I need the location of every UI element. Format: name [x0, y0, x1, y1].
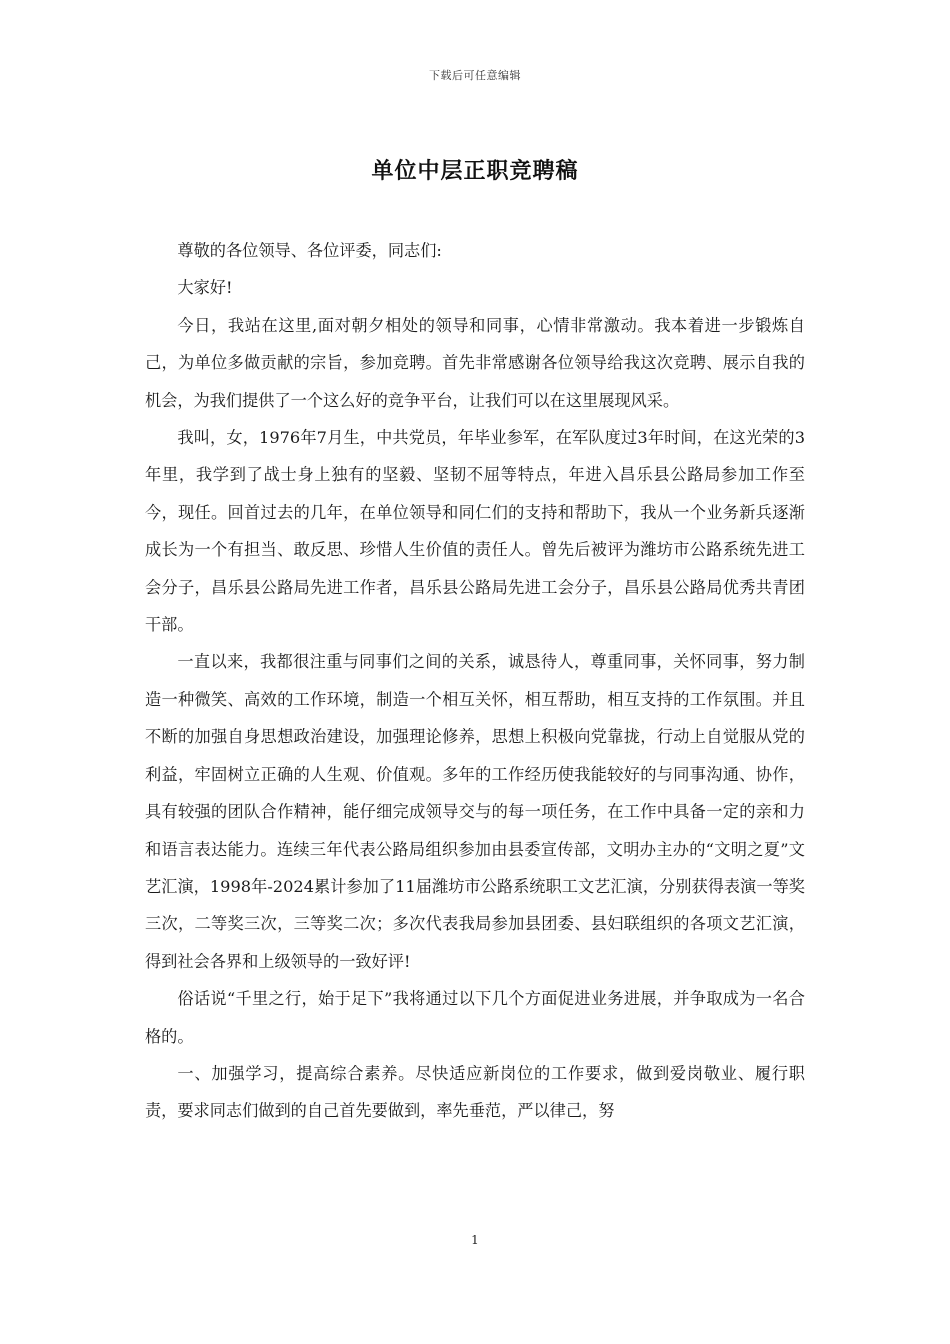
paragraph-background: 我叫，女，1976年7月生，中共党员，年毕业参军，在军队度过3年时间，在这光荣的3年里，我学到了战士身上独有的坚毅、坚韧不屈等特点，年进入昌乐县公路局参加工作至今，现任。回首过去的几年，在单位领导和同仁们的支持和帮助下，我从一个业务新兵逐渐成长为一个有担当、敢反思、珍惜人生价值的责任人。曾先后被评为潍坊市公路系统先进工会分子，昌乐县公路局先进工作者，昌乐县公路局先进工会分子，昌乐县公路局优秀共青团干部。: [145, 428, 805, 635]
document-body: [145, 232, 805, 1130]
paragraph-teamwork: 一直以来，我都很注重与同事们之间的关系，诚恳待人，尊重同事，关怀同事，努力制造一种微笑、高效的工作环境，制造一个相互关怀，相互帮助，相互支持的工作氛围。并且不断的加强自身思想政治建设，加强理论修养，思想上积极向党靠拢，行动上自觉服从党的利益，牢固树立正确的人生观、价值观。多年的工作经历使我能较好的与同事沟通、协作，具有较强的团队合作精神，能仔细完成领导交与的每一项任务，在工作中具备一定的亲和力和语言表达能力。连续三年代表公路局组织参加由县委宣传部，文明办主办的“文明之夏”文艺汇演，1998年-2024累计参加了11届潍坊市公路系统职工文艺汇演，分别获得表演一等奖三次，二等奖三次，三等奖二次；多次代表我局参加县团委、县妇联组织的各项文艺汇演，得到社会各界和上级领导的一致好评!: [145, 652, 805, 971]
paragraph-plan: 俗话说“千里之行，始于足下”我将通过以下几个方面促进业务进展，并争取成为一名合格的。: [145, 989, 805, 1046]
paragraph-intro: 今日，我站在这里,面对朝夕相处的领导和同事，心情非常激动。我本着进一步锻炼自己，为单位多做贡献的宗旨，参加竞聘。首先非常感谢各位领导给我这次竞聘、展示自我的机会，为我们提供了一个这么好的竞争平台，让我们可以在这里展现风采。: [145, 315, 805, 410]
salutation: 尊敬的各位领导、各位评委，同志们:: [177, 241, 442, 260]
header-note: 下载后可任意编辑: [429, 69, 521, 82]
paragraph-point-one: 一、加强学习，提高综合素养。尽快适应新岗位的工作要求，做到爱岗敬业、履行职责，要求同志们做到的自己首先要做到，率先垂范，严以律己，努: [145, 1063, 805, 1121]
page-number: 1: [471, 1233, 479, 1247]
document-title: 单位中层正职竞聘稿: [371, 158, 579, 184]
greeting: 大家好!: [177, 278, 233, 298]
